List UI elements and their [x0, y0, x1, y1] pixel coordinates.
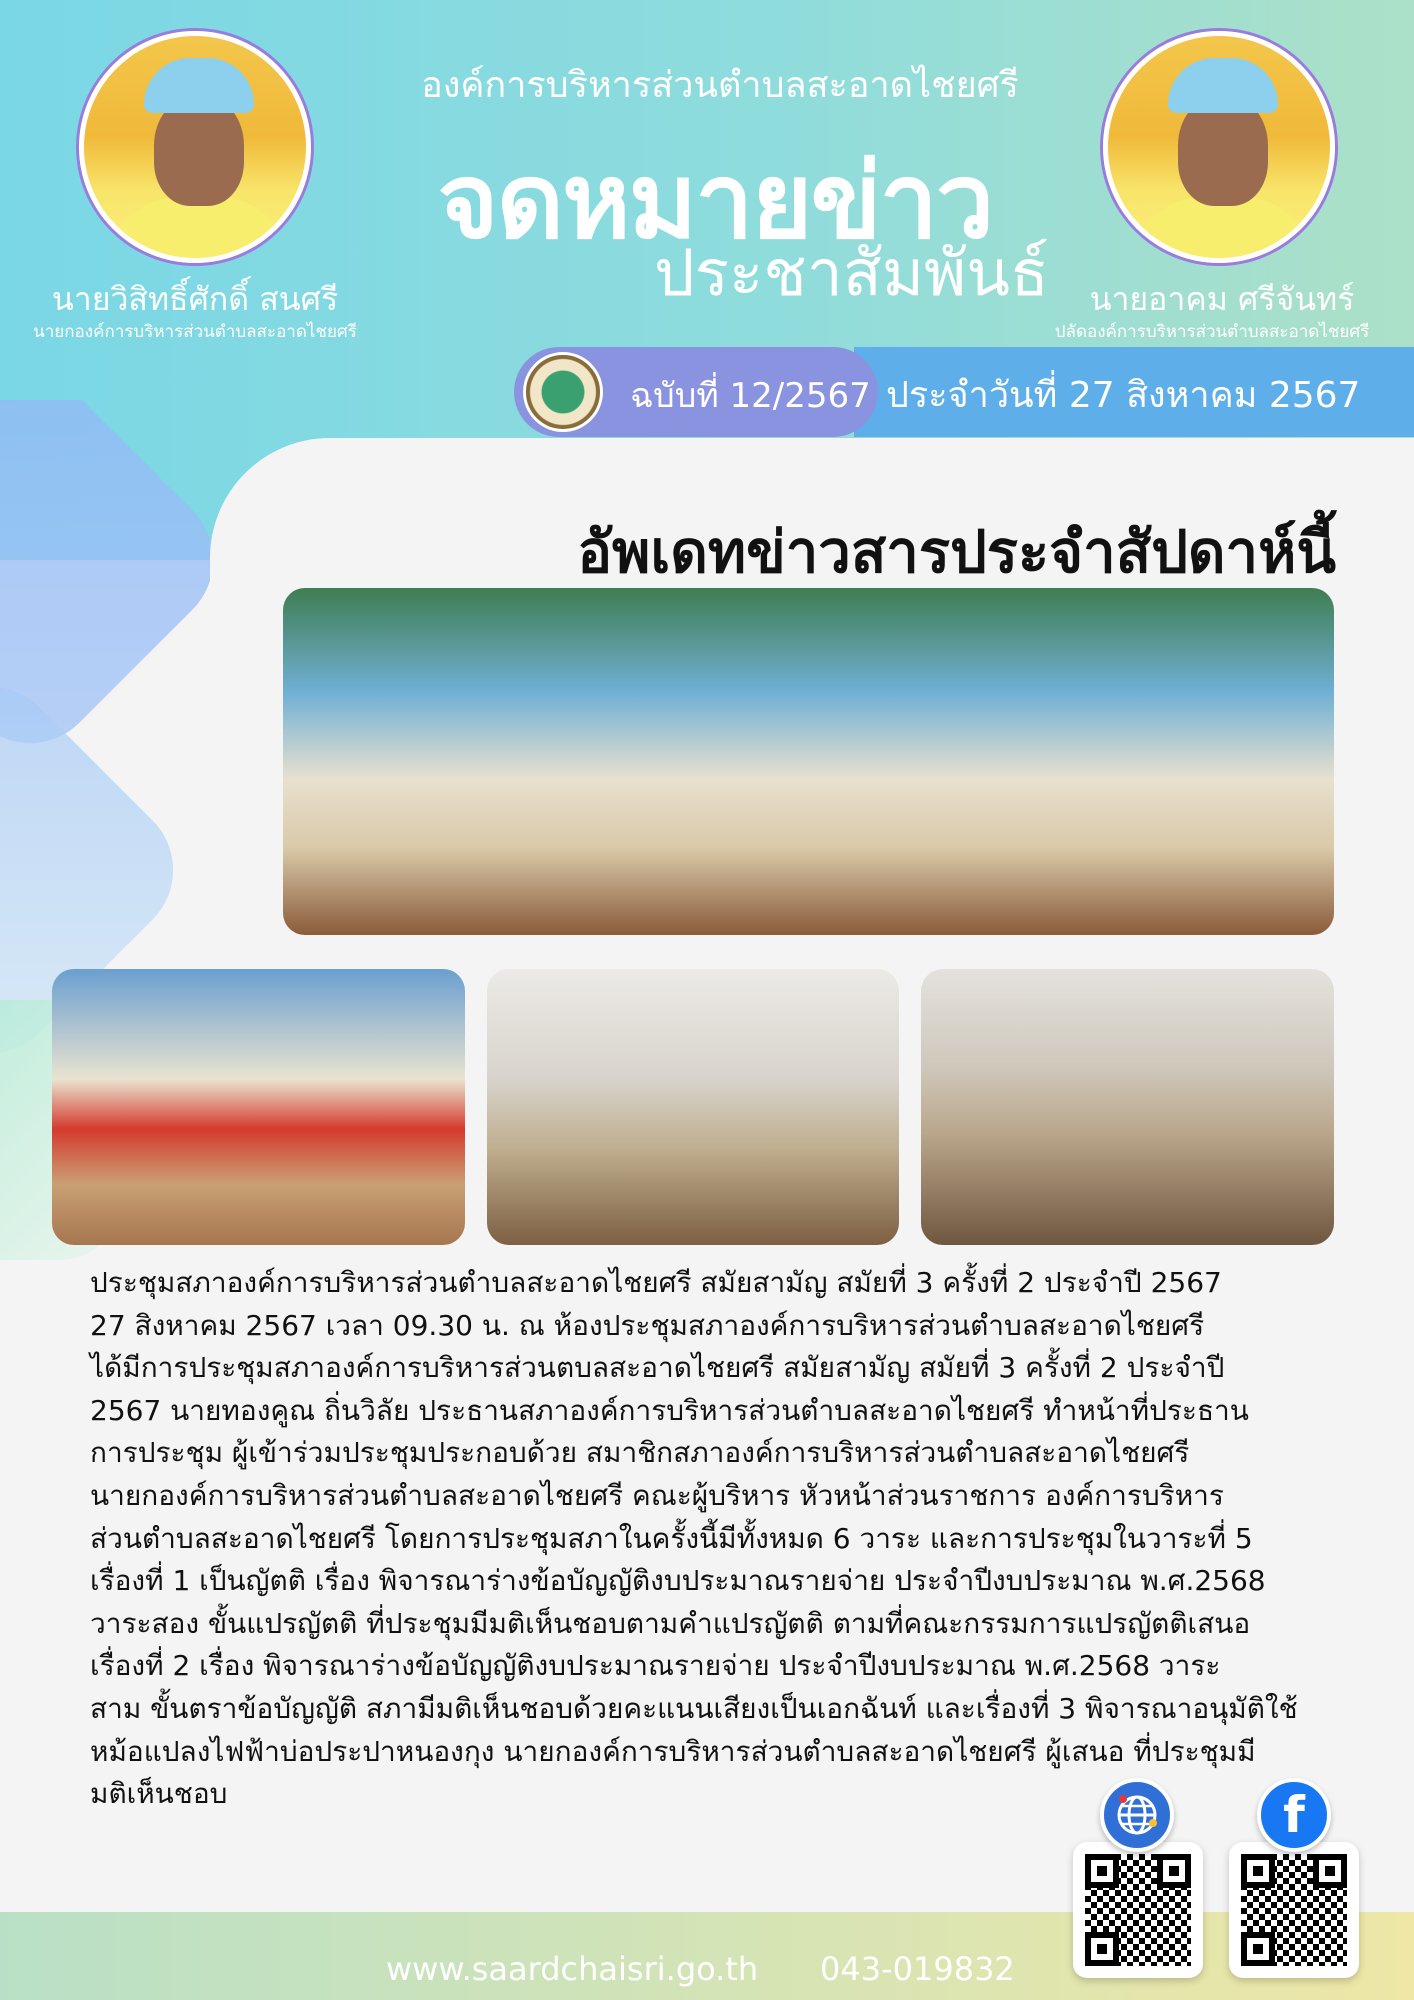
body-line: สาม ขั้นตราข้อบัญญัติ สภามีมติเห็นชอบด้วยคะแนนเสียงเป็นเอกฉันท์ และเรื่องที่ 3 พิจารณาอนุมัติใช้ — [90, 1691, 1298, 1725]
facebook-icon[interactable] — [1257, 1778, 1331, 1852]
right-person-name: นายอาคม ศรีจันทร์ — [1089, 280, 1355, 318]
right-person-portrait — [1103, 31, 1335, 263]
phone-number: 043-019832 — [820, 1950, 1015, 1988]
body-line: หม้อแปลงไฟฟ้าบ่อประปาหนองกุง นายกองค์การบริหารส่วนตำบลสะอาดไชยศรี ผู้เสนอ ที่ประชุมมี — [90, 1734, 1256, 1768]
facebook-glyph: f — [1283, 1786, 1305, 1844]
body-line: ได้มีการประชุมสภาองค์การบริหารส่วนตบลสะอาดไชยศรี สมัยสามัญ สมัยที่ 3 ครั้งที่ 2 ประจำปี — [90, 1351, 1225, 1385]
website-link[interactable]: www.saardchaisri.go.th — [386, 1950, 759, 1988]
meeting-photo-chairman — [52, 969, 465, 1245]
body-line: เรื่องที่ 1 เป็นญัตติ เรื่อง พิจารณาร่างข้อบัญญัติงบประมาณรายจ่าย ประจำปีงบประมาณ พ.ศ.2568 — [90, 1564, 1266, 1598]
body-line: 2567 นายทองคูณ ถิ่นวิลัย ประธานสภาองค์การบริหารส่วนตำบลสะอาดไชยศรี ทำหน้าที่ประธาน — [90, 1393, 1249, 1427]
org-name: องค์การบริหารส่วนตำบลสะอาดไชยศรี — [421, 65, 1019, 106]
left-person-role: นายกองค์การบริหารส่วนตำบลสะอาดไชยศรี — [33, 322, 357, 342]
meeting-photo-voting — [487, 969, 899, 1245]
body-line: นายกองค์การบริหารส่วนตำบลสะอาดไชยศรี คณะผู้บริหาร หัวหน้าส่วนราชการ องค์การบริหาร — [90, 1478, 1224, 1512]
newsletter-title: จดหมายข่าว — [437, 140, 993, 262]
body-line: เรื่องที่ 2 เรื่อง พิจารณาร่างข้อบัญญัติงบประมาณรายจ่าย ประจำปีงบประมาณ พ.ศ.2568 วาระ — [90, 1649, 1221, 1683]
news-body — [90, 1262, 1344, 1816]
body-line: ประชุมสภาองค์การบริหารส่วนตำบลสะอาดไชยศรี สมัยสามัญ สมัยที่ 3 ครั้งที่ 2 ประจำปี 2567 — [90, 1266, 1222, 1299]
org-seal-logo — [523, 352, 603, 432]
body-line: วาระสอง ขั้นแปรญัตติ ที่ประชุมมีมติเห็นชอบตามคำแปรญัตติ ตามที่คณะกรรมการแปรญัตติเสนอ — [90, 1606, 1251, 1640]
section-heading: อัพเดทข่าวสารประจำสัปดาห์นี้ — [577, 518, 1336, 586]
main-meeting-photo — [283, 588, 1334, 935]
body-line: 27 สิงหาคม 2567 เวลา 09.30 น. ณ ห้องประชุมสภาองค์การบริหารส่วนตำบลสะอาดไชยศรี — [90, 1308, 1205, 1342]
right-person-role: ปลัดองค์การบริหารส่วนตำบลสะอาดไชยศรี — [1054, 322, 1370, 342]
left-person-portrait — [79, 31, 311, 263]
website-qr-code[interactable] — [1073, 1842, 1203, 1978]
issue-number: ฉบับที่ 12/2567 — [630, 376, 871, 416]
body-line: ส่วนตำบลสะอาดไชยศรี โดยการประชุมสภาในครั้งนี้มีทั้งหมด 6 วาระ และการประชุมในวาระที่ 5 — [90, 1521, 1253, 1555]
newsletter-subtitle: ประชาสัมพันธ์ — [654, 237, 1049, 311]
meeting-photo-members — [921, 969, 1334, 1245]
body-line: การประชุม ผู้เข้าร่วมประชุมประกอบด้วย สมาชิกสภาองค์การบริหารส่วนตำบลสะอาดไชยศรี — [90, 1436, 1190, 1470]
globe-icon[interactable] — [1100, 1778, 1174, 1852]
left-person-name: นายวิสิทธิ์ศักดิ์ สนศรี — [51, 280, 339, 318]
issue-date: ประจำวันที่ 27 สิงหาคม 2567 — [886, 375, 1361, 416]
body-line: มติเห็นชอบ — [90, 1777, 228, 1811]
facebook-qr-code[interactable] — [1229, 1842, 1359, 1978]
